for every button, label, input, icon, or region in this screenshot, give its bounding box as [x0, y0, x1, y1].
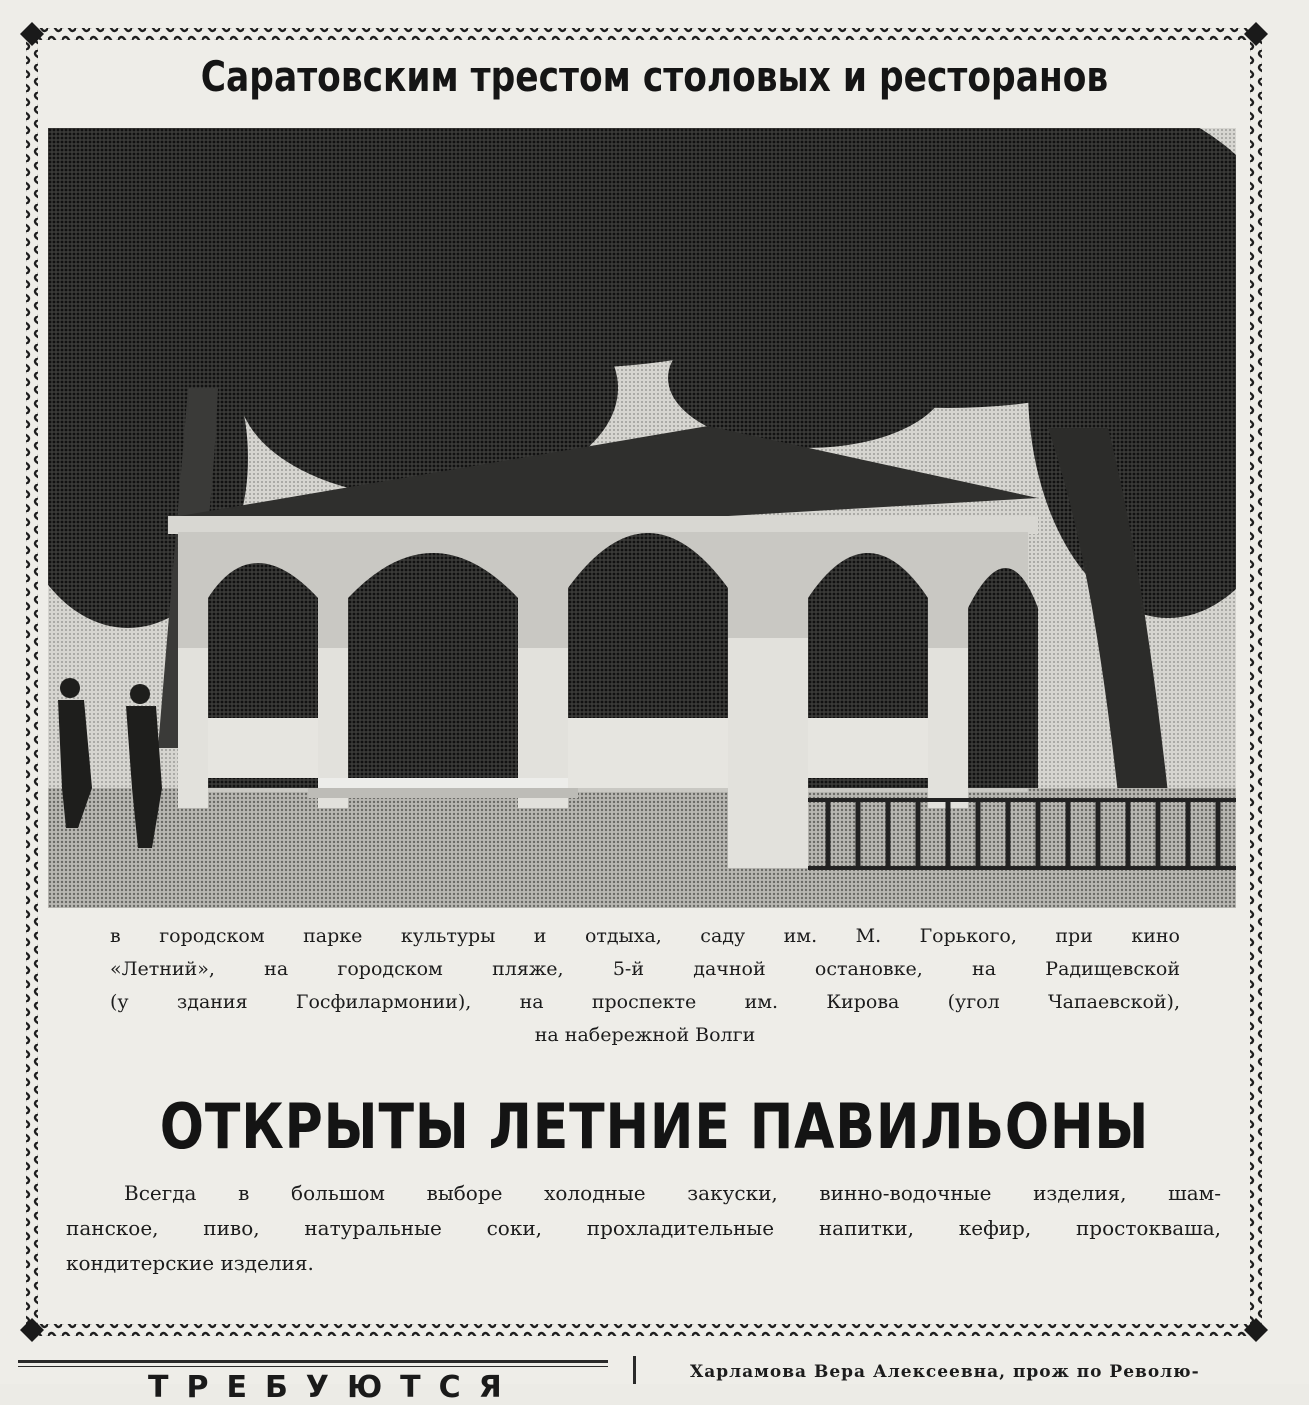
column-divider: [633, 1356, 636, 1384]
body-line: кондитерские изделия.: [66, 1251, 314, 1275]
caption-line: «Летний», на городском пляже, 5-й дачной остановке, на Радищевской: [110, 958, 1180, 980]
classifieds-heading-block: [18, 1356, 608, 1405]
ad-title: ОТКРЫТЫ ЛЕТНИЕ ПАВИЛЬОНЫ: [159, 1090, 1150, 1163]
caption-line: (у здания Госфилармонии), на проспекте им. Кирова (угол Чапаевской),: [110, 991, 1180, 1013]
caption-line: в городском парке культуры и отдыха, саду им. М. Горького, при кино: [110, 925, 1180, 947]
caption-line: на набережной Волги: [534, 1024, 756, 1046]
ad-body: [66, 1176, 1221, 1281]
locations-caption: [110, 920, 1180, 1052]
notice-text: Харламова Вера Алексеевна, прож по Револю-: [690, 1362, 1200, 1382]
divider: [18, 1360, 608, 1363]
divider: [18, 1366, 608, 1367]
body-line: панское, пиво, натуральные соки, прохладительные напитки, кефир, простокваша,: [66, 1216, 1221, 1240]
classifieds-heading: ТРЕБУЮТСЯ: [148, 1370, 520, 1405]
pavilion-photo: [48, 128, 1236, 908]
pavilion-illustration: [48, 128, 1236, 908]
ad-header: Саратовским трестом столовых и ресторанов: [200, 52, 1109, 101]
body-line: Всегда в большом выборе холодные закуски, винно-водочные изделия, шам-: [124, 1181, 1221, 1205]
